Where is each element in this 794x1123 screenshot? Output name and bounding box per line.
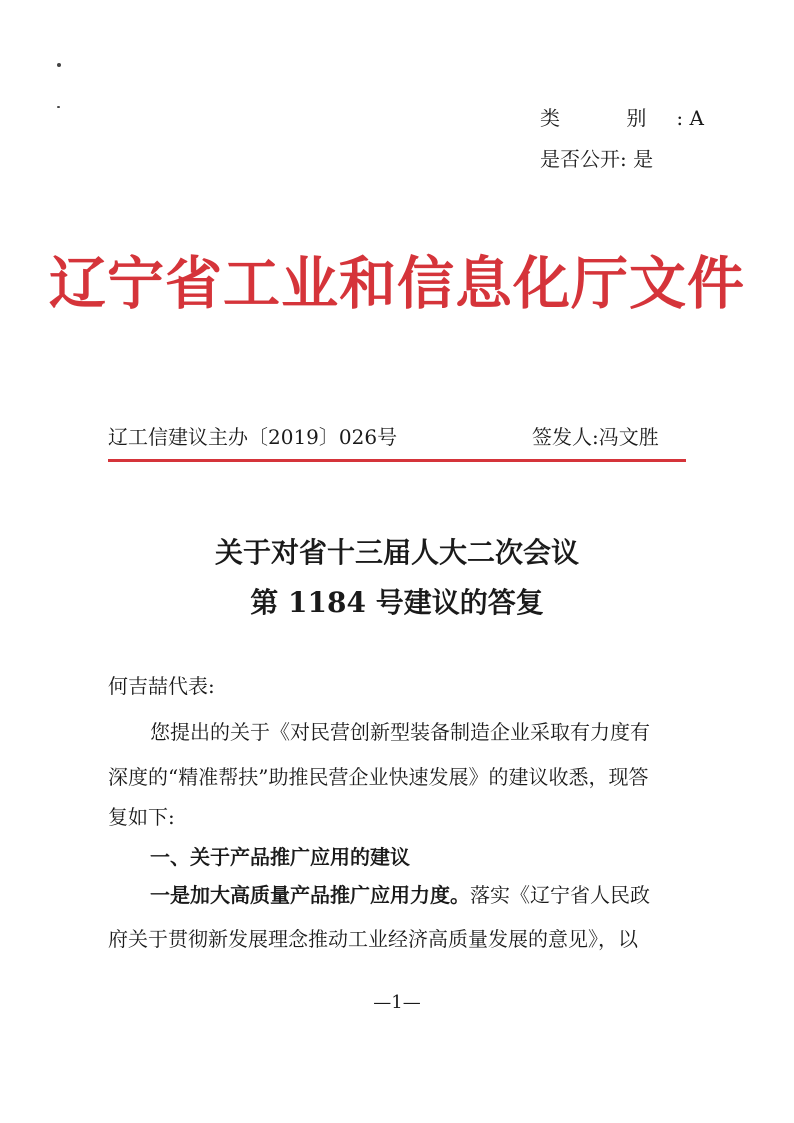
paragraph-text: 落实《辽宁省人民政 — [470, 883, 650, 907]
category-value: A — [689, 106, 704, 130]
paragraph-line: 您提出的关于《对民营创新型装备制造企业采取有力度有 — [150, 720, 650, 744]
page-number: —1— — [373, 992, 421, 1013]
reply-heading-line2: 第 1184 号建议的答复 — [250, 586, 544, 619]
red-divider — [108, 459, 686, 462]
reply-heading-line1: 关于对省十三届人大二次会议 — [214, 536, 579, 569]
document-title: 辽宁省工业和信息化厅文件 — [49, 250, 745, 317]
public-label: 是否公开 — [540, 147, 620, 171]
paragraph-line: 复如下: — [108, 805, 175, 829]
document-number: 辽工信建议主办〔2019〕026号 — [108, 425, 398, 449]
signer: 签发人:冯文胜 — [532, 425, 659, 449]
salutation: 何吉喆代表: — [108, 674, 215, 698]
category-colon: : — [676, 106, 690, 130]
public-row — [540, 147, 653, 171]
scan-speck — [57, 63, 61, 67]
bold-lead: 一是加大高质量产品推广应用力度。 — [150, 883, 470, 907]
public-value: 是 — [633, 147, 654, 171]
paragraph-line — [150, 880, 650, 910]
category-label: 类 别 — [540, 106, 677, 130]
scan-speck — [57, 106, 60, 108]
paragraph-line: 深度的“精准帮扶”助推民营企业快速发展》的建议收悉，现答 — [108, 765, 649, 789]
section-heading: 一、关于产品推广应用的建议 — [150, 845, 410, 869]
paragraph-line: 府关于贯彻新发展理念推动工业经济高质量发展的意见》，以 — [108, 927, 638, 951]
category-row — [540, 106, 704, 130]
public-colon: : — [620, 147, 634, 171]
